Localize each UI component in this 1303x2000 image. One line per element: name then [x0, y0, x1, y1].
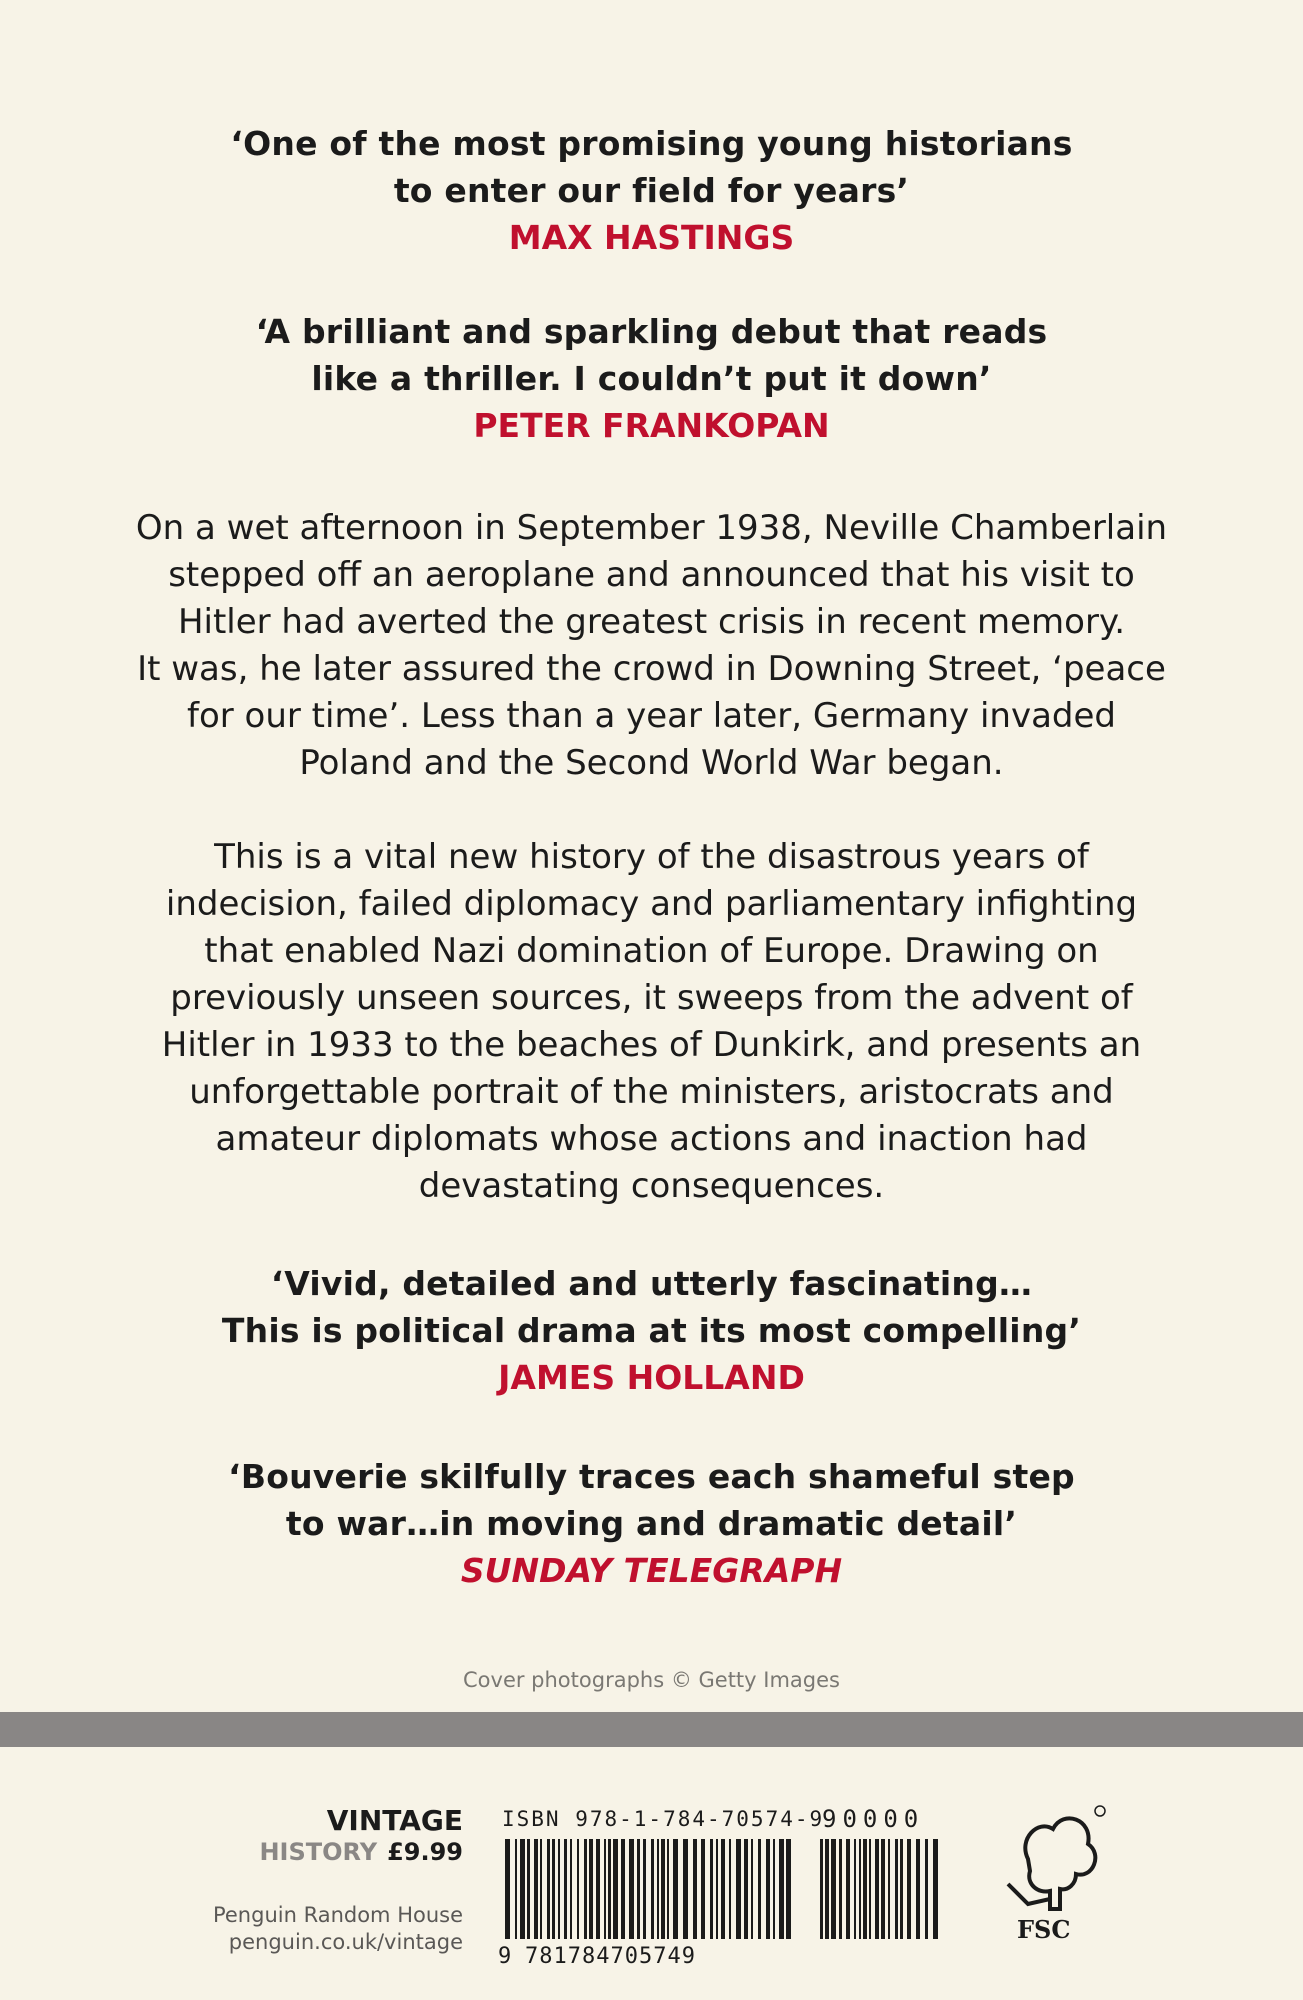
description-line: devastating consequences.	[418, 1166, 885, 1206]
barcode-bar	[604, 1839, 606, 1939]
fsc-label: FSC	[1017, 1915, 1071, 1944]
quote-line: This is political drama at its most compelling’	[221, 1311, 1082, 1350]
barcode-bar	[820, 1839, 823, 1939]
description-paragraph-1	[0, 505, 1303, 787]
category-label: HISTORY	[259, 1838, 378, 1866]
quote-line: to enter our field for years’	[393, 171, 910, 210]
review-quote-2	[0, 308, 1303, 450]
imprint-logo: VINTAGE	[326, 1804, 463, 1837]
description-line: previously unseen sources, it sweeps from the advent of	[170, 978, 1133, 1018]
barcode-bar	[540, 1839, 542, 1939]
barcode-bar	[825, 1839, 829, 1939]
quote-attribution: JAMES HOLLAND	[498, 1358, 805, 1397]
barcode-bar	[900, 1839, 903, 1939]
quote-attribution: PETER FRANKOPAN	[473, 406, 830, 445]
barcode-bar	[505, 1839, 510, 1939]
barcode-addon	[820, 1839, 940, 1944]
barcode-bar	[721, 1839, 725, 1939]
isbn-label: ISBN 978-1-784-70574-9	[502, 1807, 825, 1831]
barcode-bar	[744, 1839, 748, 1939]
barcode-bar	[839, 1839, 842, 1939]
barcode-bar	[515, 1839, 517, 1939]
description-line: Hitler in 1933 to the beaches of Dunkirk, and presents an	[161, 1025, 1142, 1065]
barcode-bar	[520, 1839, 525, 1939]
barcode-bar	[564, 1839, 567, 1939]
review-quote-4	[0, 1453, 1303, 1595]
quote-line: like a thriller. I couldn’t put it down’	[311, 359, 992, 398]
barcode-bar	[758, 1839, 761, 1939]
quote-line: ‘One of the most promising young historians	[230, 124, 1073, 163]
barcode-bar	[577, 1839, 579, 1939]
review-quote-1	[0, 120, 1303, 262]
publisher-name: Penguin Random House	[212, 1903, 463, 1927]
quote-line: ‘A brilliant and sparkling debut that reads	[255, 312, 1048, 351]
barcode	[505, 1839, 795, 1944]
description-line: indecision, failed diplomacy and parliamentary infighting	[165, 884, 1138, 924]
barcode-bar	[751, 1839, 753, 1939]
barcode-bar	[596, 1839, 600, 1939]
description-line: It was, he later assured the crowd in Downing Street, ‘peace	[137, 649, 1166, 689]
description-line: stepped off an aeroplane and announced that his visit to	[168, 555, 1135, 595]
quote-attribution: MAX HASTINGS	[508, 218, 795, 257]
barcode-bar	[657, 1839, 659, 1939]
barcode-bar	[629, 1839, 634, 1939]
description-line: On a wet afternoon in September 1938, Neville Chamberlain	[135, 508, 1168, 548]
barcode-addon-digits: 90000	[822, 1805, 925, 1833]
barcode-bar	[716, 1839, 718, 1939]
publisher-website: penguin.co.uk/vintage	[228, 1930, 463, 1954]
barcode-bar	[773, 1839, 775, 1939]
barcode-bar	[527, 1839, 530, 1939]
quote-line: ‘Bouverie skilfully traces each shameful step	[228, 1457, 1075, 1496]
review-quote-3	[0, 1260, 1303, 1402]
barcode-bar	[854, 1839, 856, 1939]
barcode-bar	[786, 1839, 791, 1939]
barcode-bar	[552, 1839, 555, 1939]
barcode-bar	[673, 1839, 678, 1939]
description-line: unforgettable portrait of the ministers, aristocrats and	[189, 1072, 1114, 1112]
barcode-bar	[693, 1839, 697, 1939]
photo-credit: Cover photographs © Getty Images	[463, 1668, 840, 1692]
barcode-bar	[570, 1839, 572, 1939]
description-line: for our time’. Less than a year later, Germany invaded	[186, 696, 1117, 736]
barcode-bar	[863, 1839, 867, 1939]
description-line: amateur diplomats whose actions and inaction had	[215, 1119, 1088, 1159]
barcode-bar	[933, 1839, 938, 1939]
barcode-bar	[888, 1839, 890, 1939]
barcode-bar	[701, 1839, 705, 1939]
barcode-bar	[859, 1839, 861, 1939]
quote-attribution: SUNDAY TELEGRAPH	[460, 1551, 843, 1590]
barcode-bar	[613, 1839, 618, 1939]
description-line: that enabled Nazi domination of Europe. Drawing on	[204, 931, 1099, 971]
barcode-bar	[637, 1839, 640, 1939]
barcode-bar	[729, 1839, 731, 1939]
barcode-bar	[710, 1839, 713, 1939]
description-line: Hitler had averted the greatest crisis in recent memory.	[177, 602, 1126, 642]
barcode-bar	[621, 1839, 625, 1939]
barcode-bar	[916, 1839, 920, 1939]
barcode-bar	[589, 1839, 593, 1939]
barcode-bar	[651, 1839, 654, 1939]
barcode-bar	[547, 1839, 550, 1939]
barcode-bar	[736, 1839, 741, 1939]
barcode-bar	[643, 1839, 646, 1939]
barcode-bar	[661, 1839, 665, 1939]
barcode-bar	[869, 1839, 871, 1939]
barcode-bar	[925, 1839, 928, 1939]
barcode-bar	[766, 1839, 770, 1939]
barcode-digits: 781784705749	[525, 1944, 696, 1969]
category-price-row	[143, 1837, 463, 1867]
barcode-bar	[534, 1839, 538, 1939]
barcode-lead-digit: 9	[498, 1944, 512, 1969]
barcode-bar	[779, 1839, 784, 1939]
description-paragraph-2	[0, 834, 1303, 1210]
barcode-bar	[584, 1839, 587, 1939]
description-line: This is a vital new history of the disastrous years of	[214, 837, 1089, 877]
barcode-bar	[683, 1839, 688, 1939]
imprint-block	[143, 1805, 463, 1867]
barcode-bar	[558, 1839, 560, 1939]
barcode-bar	[831, 1839, 836, 1939]
price-label: £9.99	[387, 1838, 463, 1866]
cover-footer	[0, 1747, 1303, 2000]
divider-band	[0, 1712, 1303, 1747]
barcode-bar	[608, 1839, 611, 1939]
barcode-bar	[667, 1839, 669, 1939]
barcode-bar	[881, 1839, 885, 1939]
description-line: Poland and the Second World War began.	[299, 743, 1004, 783]
quote-line: to war…in moving and dramatic detail’	[285, 1504, 1018, 1543]
publisher-block	[143, 1902, 463, 1956]
barcode-bar	[846, 1839, 850, 1939]
barcode-bar	[895, 1839, 898, 1939]
barcode-bar	[875, 1839, 879, 1939]
barcode-bar	[907, 1839, 911, 1939]
quote-line: ‘Vivid, detailed and utterly fascinating…	[270, 1264, 1033, 1303]
